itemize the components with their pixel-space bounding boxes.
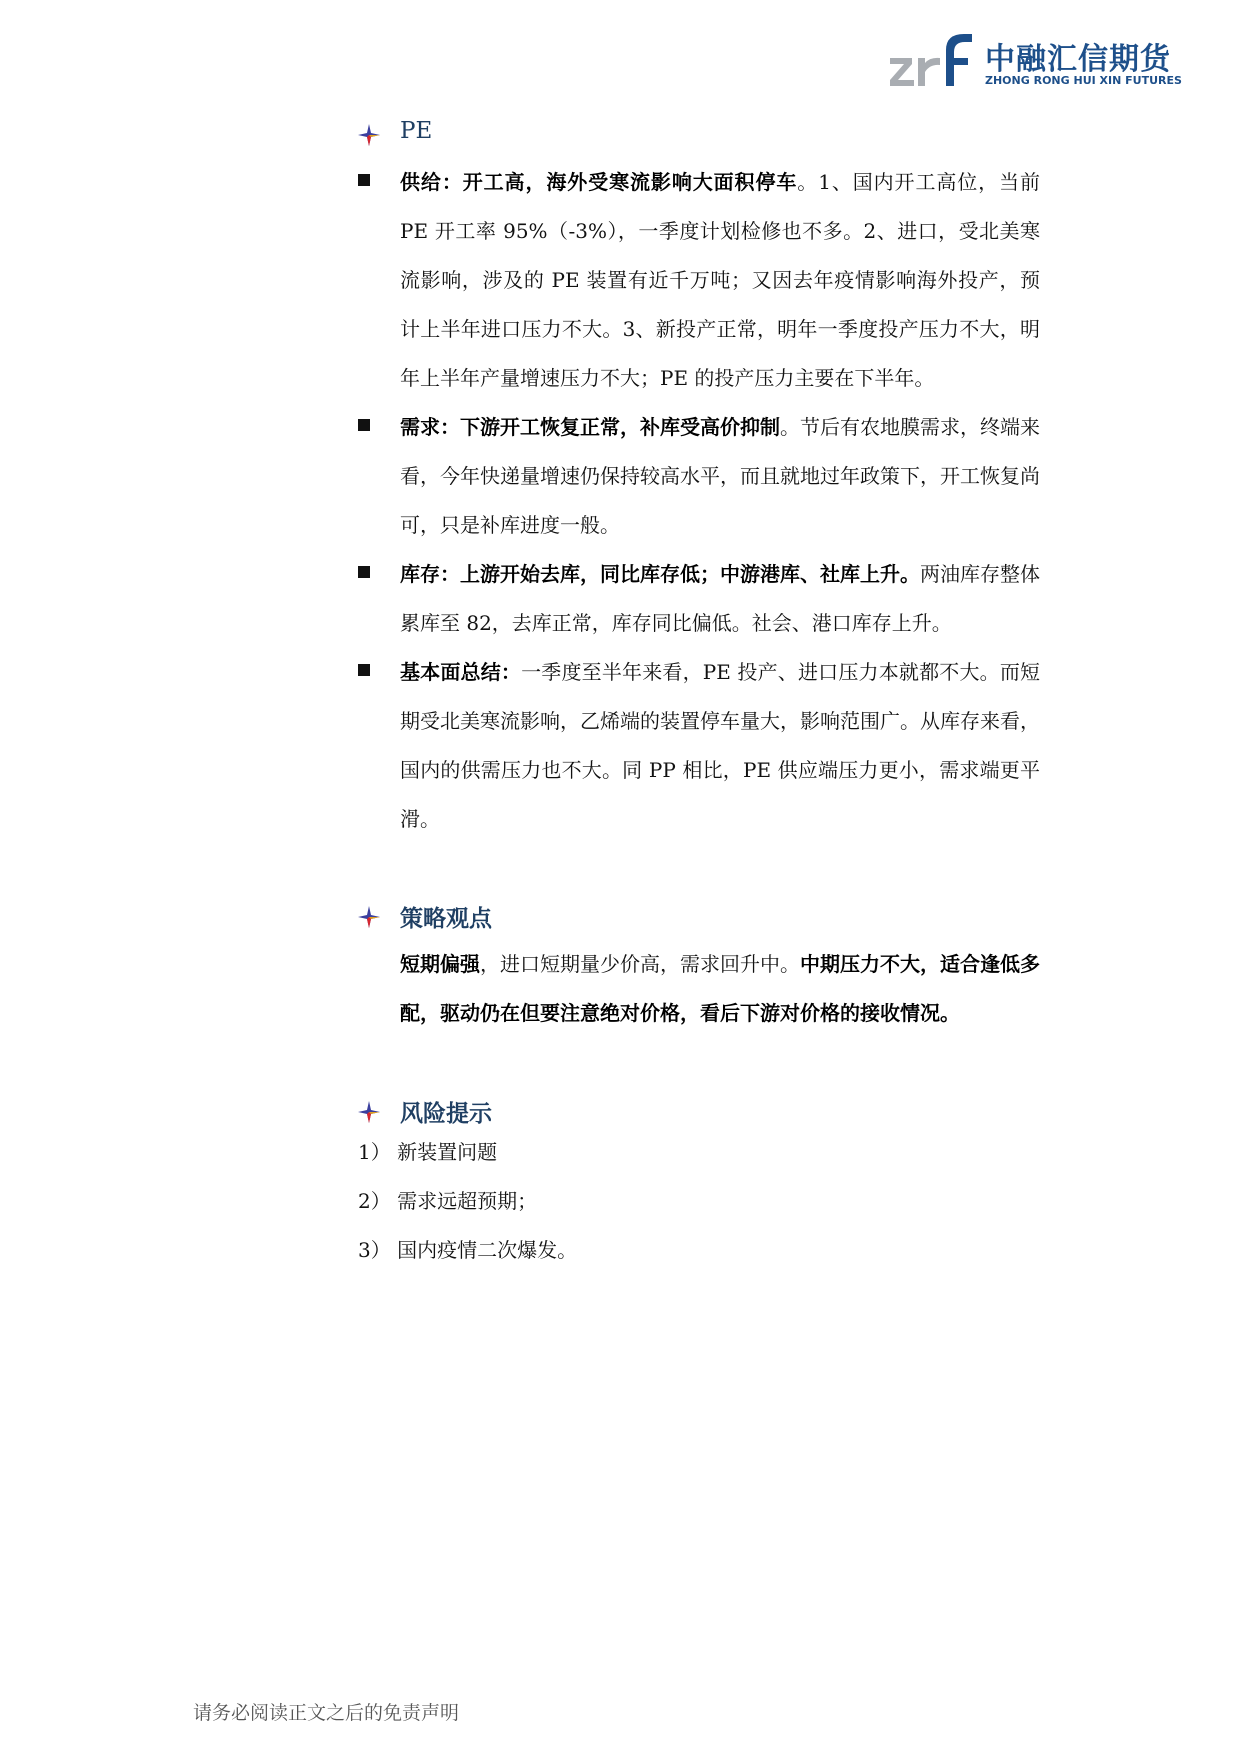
bullet-body: 。1、国内开工高位，当前 PE 开工率 95%（-3%），一季度计划检修也不多。2、进口，受北美寒流影响，涉及的 PE 装置有近千万吨；又因去年疫情影响海外投产，预计上半年进口压力不大。3、新投产正常，明年一季度投产压力不大，明年上半年产量增速压力不大；PE 的投产压力主要在下半年。 bbox=[400, 170, 1041, 390]
strategy-text-1: ，进口短期量少价高，需求回升中。 bbox=[480, 952, 800, 976]
compass-star-icon bbox=[358, 906, 380, 928]
square-bullet-icon bbox=[358, 566, 370, 578]
risk-item: 3） 国内疫情二次爆发。 bbox=[358, 1238, 578, 1262]
risk-item: 2） 需求远超预期； bbox=[358, 1189, 538, 1213]
risk-item: 1） 新装置问题 bbox=[358, 1140, 498, 1164]
zrf-logo-icon bbox=[888, 28, 978, 92]
square-bullet-icon bbox=[358, 419, 370, 431]
compass-star-icon bbox=[358, 1101, 380, 1123]
bullet-body: 两油库存整体累库至 82，去库正常，库存同比偏低。社会、港口库存上升。 bbox=[400, 562, 1040, 635]
square-bullet-icon bbox=[358, 174, 370, 186]
bullet-text bbox=[400, 550, 1040, 648]
bullet-body: 。节后有农地膜需求，终端来看，今年快递量增速仍保持较高水平，而且就地过年政策下，开工恢复尚可，只是补库进度一般。 bbox=[400, 415, 1040, 537]
section-title: 策略观点 bbox=[400, 906, 492, 932]
bullet-bold-lead: 供给：开工高，海外受寒流影响大面积停车 bbox=[400, 170, 798, 194]
strategy-paragraph bbox=[400, 940, 1040, 1038]
bullet-text bbox=[400, 158, 1040, 403]
company-logo bbox=[888, 28, 1182, 94]
strategy-bold-2: 中期压力不大，适合逢低多配，驱动仍在但要注意绝对价格，看后下游对价格的接收情况。 bbox=[400, 952, 1040, 1025]
logo-chinese-name: 中融汇信期货 bbox=[985, 42, 1171, 77]
bullet-bold-lead: 库存：上游开始去库，同比库存低；中游港库、社库上升。 bbox=[400, 562, 920, 586]
compass-star-icon bbox=[358, 124, 380, 146]
bullet-body: 一季度至半年来看，PE 投产、进口压力本就都不大。而短期受北美寒流影响，乙烯端的装置停车量大，影响范围广。从库存来看，国内的供需压力也不大。同 PP 相比，PE 供应端压力更小，需求端更平滑。 bbox=[400, 660, 1041, 831]
bullet-text bbox=[400, 648, 1040, 844]
footer-disclaimer: 请务必阅读正文之后的免责声明 bbox=[193, 1702, 460, 1724]
logo-english-name: ZHONG RONG HUI XIN FUTURES bbox=[985, 74, 1182, 87]
strategy-bold-1: 短期偏强 bbox=[400, 952, 480, 976]
section-title: PE bbox=[400, 118, 433, 144]
section-title: 风险提示 bbox=[400, 1101, 492, 1127]
square-bullet-icon bbox=[358, 664, 370, 676]
bullet-text bbox=[400, 403, 1040, 550]
bullet-bold-lead: 基本面总结： bbox=[400, 660, 522, 684]
bullet-bold-lead: 需求：下游开工恢复正常，补库受高价抑制 bbox=[400, 415, 780, 439]
